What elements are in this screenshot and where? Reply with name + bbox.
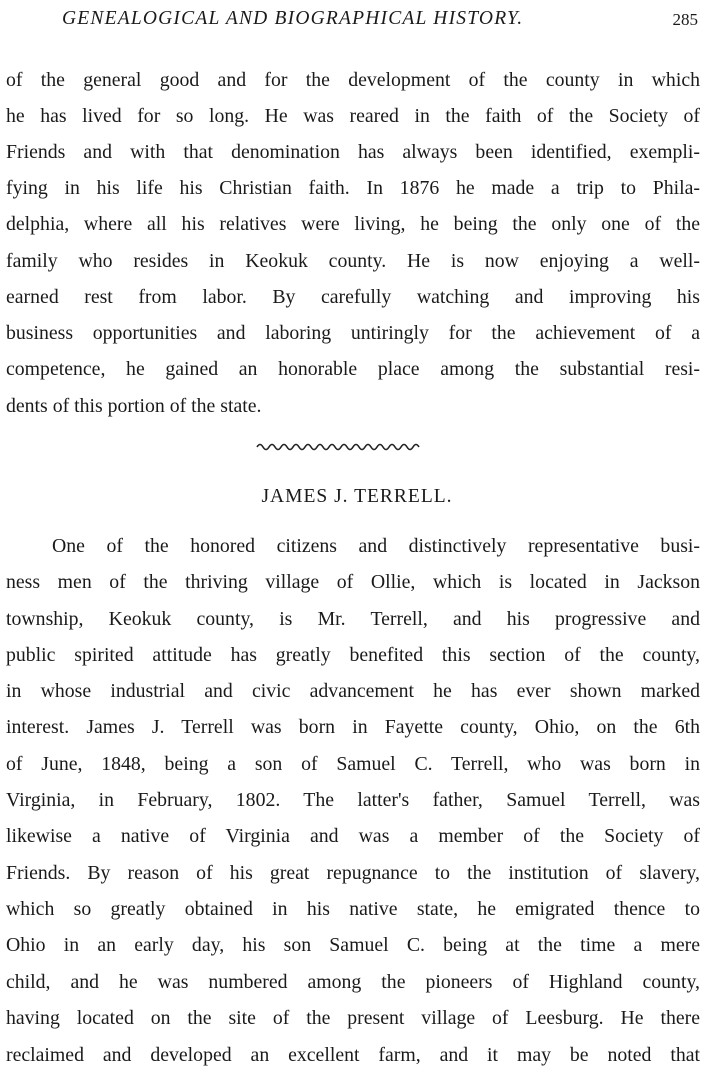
running-title: GENEALOGICAL AND BIOGRAPHICAL HISTORY.: [62, 8, 524, 29]
text-line: delphia, where all his relatives were living, he being the only one of the: [6, 213, 700, 235]
text-line: business opportunities and laboring untiringly for the achievement of a: [6, 322, 700, 344]
text-line: Virginia, in February, 1802. The latter's father, Samuel Terrell, was: [6, 789, 700, 811]
text-line: dents of this portion of the state.: [6, 395, 262, 417]
text-line: township, Keokuk county, is Mr. Terrell, and his progressive and: [6, 608, 700, 630]
text-line: ness men of the thriving village of Ollie, which is located in Jackson: [6, 571, 700, 593]
page-header: [0, 6, 714, 36]
text-line: Ohio in an early day, his son Samuel C. being at the time a mere: [6, 934, 700, 956]
text-line: child, and he was numbered among the pioneers of Highland county,: [6, 971, 700, 993]
text-line: family who resides in Keokuk county. He is now enjoying a well-: [6, 250, 700, 272]
text-line: of the general good and for the development of the county in which: [6, 69, 700, 91]
wavy-divider-ornament: [255, 440, 420, 454]
text-line: likewise a native of Virginia and was a member of the Society of: [6, 825, 700, 847]
text-line: interest. James J. Terrell was born in Fayette county, Ohio, on the 6th: [6, 716, 700, 738]
text-line: reclaimed and developed an excellent farm, and it may be noted that: [6, 1044, 700, 1066]
text-line: in whose industrial and civic advancement he has ever shown marked: [6, 680, 700, 702]
text-line: Friends and with that denomination has always been identified, exempli-: [6, 141, 700, 163]
text-line: having located on the site of the present village of Leesburg. He there: [6, 1007, 700, 1029]
text-line: Friends. By reason of his great repugnance to the institution of slavery,: [6, 862, 700, 884]
text-line: which so greatly obtained in his native state, he emigrated thence to: [6, 898, 700, 920]
page-number: 285: [672, 10, 698, 29]
text-line: One of the honored citizens and distinctively representative busi-: [52, 535, 700, 557]
text-line: he has lived for so long. He was reared in the faith of the Society of: [6, 105, 700, 127]
text-line: fying in his life his Christian faith. In 1876 he made a trip to Phila-: [6, 177, 700, 199]
text-line: earned rest from labor. By carefully watching and improving his: [6, 286, 700, 308]
text-line: competence, he gained an honorable place among the substantial resi-: [6, 358, 700, 380]
text-line: of June, 1848, being a son of Samuel C. Terrell, who was born in: [6, 753, 700, 775]
section-heading: JAMES J. TERRELL.: [261, 486, 453, 507]
text-line: public spirited attitude has greatly benefited this section of the county,: [6, 644, 700, 666]
